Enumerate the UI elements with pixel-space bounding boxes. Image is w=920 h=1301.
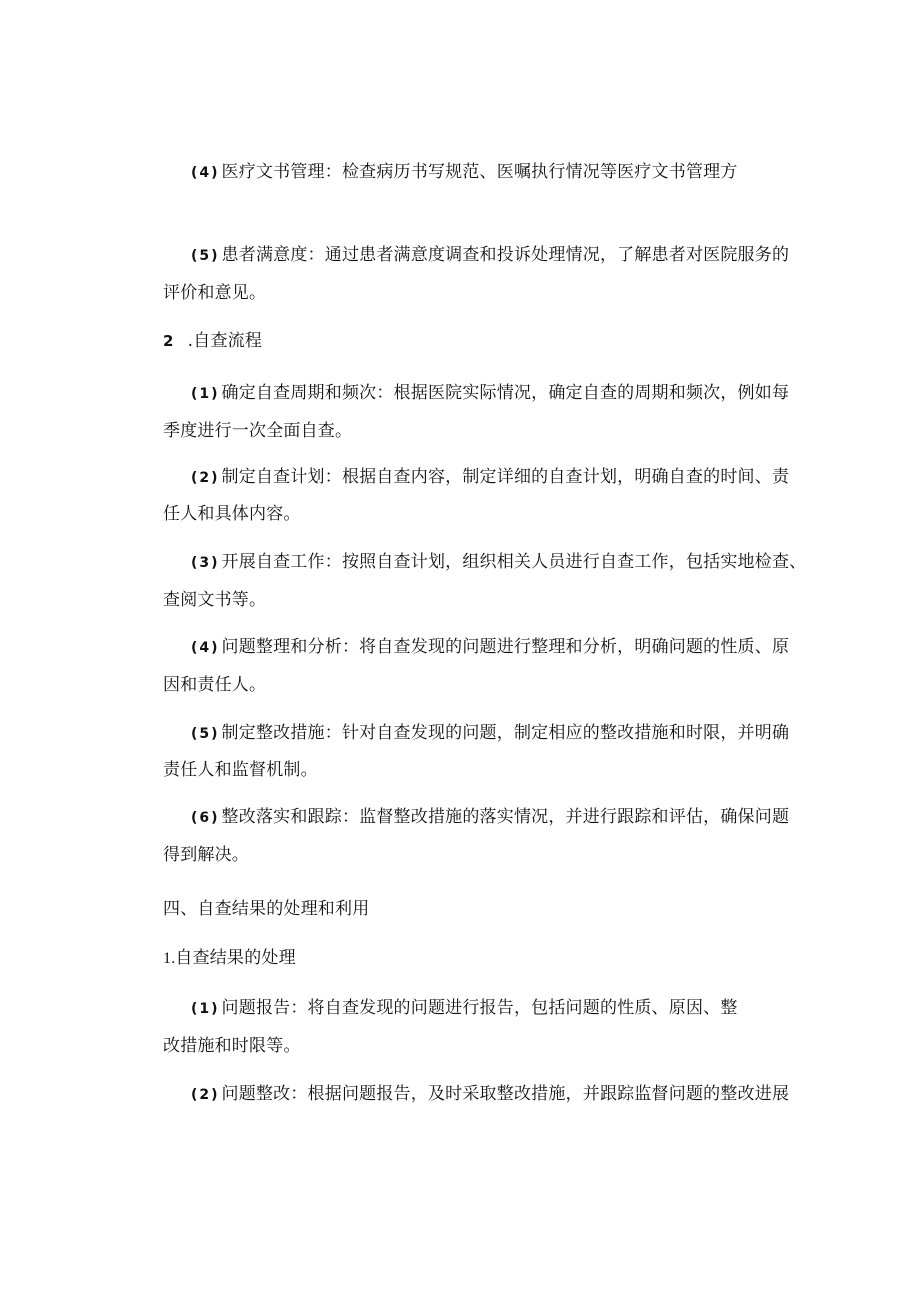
step-5-line1 <box>191 722 789 745</box>
paragraph-text: 问题整改：根据问题报告，及时采取整改措施，并跟踪监督问题的整改进展 <box>221 1084 790 1104</box>
item-number: (1) <box>191 386 220 402</box>
step-6-line2 <box>163 844 249 866</box>
section-number: 2 <box>163 332 174 350</box>
item-number: (5) <box>191 248 220 264</box>
paragraph-4-medical-documents <box>191 161 738 184</box>
paragraph-text: 任人和具体内容。 <box>163 504 301 524</box>
paragraph-text: 整改落实和跟踪：监督整改措施的落实情况，并进行跟踪和评估，确保问题 <box>221 807 790 827</box>
subsection-number: 1. <box>163 950 176 967</box>
paragraph-text: 评价和意见。 <box>163 283 267 303</box>
paragraph-text: 问题整理和分析：将自查发现的问题进行整理和分析，明确问题的性质、原 <box>221 637 790 657</box>
item-number: (2) <box>191 470 220 486</box>
chapter-heading-4 <box>163 898 369 920</box>
step-2-line1 <box>191 466 789 489</box>
item-number: (1) <box>191 1001 220 1017</box>
paragraph-text: 确定自查周期和频次：根据医院实际情况，确定自查的周期和频次，例如每 <box>221 383 790 403</box>
paragraph-text: 开展自查工作：按照自查计划，组织相关人员进行自查工作，包括实地检查、 <box>221 552 807 572</box>
section-heading-2 <box>163 330 262 352</box>
item-number: (5) <box>191 726 220 742</box>
paragraph-text: 制定整改措施：针对自查发现的问题，制定相应的整改措施和时限，并明确 <box>221 723 790 743</box>
item-number: (6) <box>191 810 220 826</box>
paragraph-text: 改措施和时限等。 <box>163 1036 301 1056</box>
item-number: (4) <box>191 165 220 181</box>
result-2-line1 <box>191 1083 789 1106</box>
step-4-line1 <box>191 636 789 659</box>
paragraph-text: 医疗文书管理：检查病历书写规范、医嘱执行情况等医疗文书管理方 <box>221 162 738 182</box>
result-1-line2 <box>163 1035 301 1057</box>
step-2-line2 <box>163 503 301 525</box>
chapter-title: 四、自查结果的处理和利用 <box>163 899 370 919</box>
subsection-heading-1 <box>163 947 296 970</box>
section-title: .自查流程 <box>187 331 263 351</box>
paragraph-text: 责任人和监督机制。 <box>163 760 318 780</box>
step-3-line1 <box>191 551 806 574</box>
step-1-line1 <box>191 382 789 405</box>
paragraph-text: 患者满意度：通过患者满意度调查和投诉处理情况，了解患者对医院服务的 <box>221 245 790 265</box>
paragraph-5-patient-satisfaction-line2 <box>163 282 266 304</box>
paragraph-text: 因和责任人。 <box>163 675 267 695</box>
step-3-line2 <box>163 589 266 611</box>
paragraph-5-patient-satisfaction-line1 <box>191 244 789 267</box>
paragraph-text: 制定自查计划：根据自查内容，制定详细的自查计划，明确自查的时间、责 <box>221 467 790 487</box>
step-5-line2 <box>163 759 318 781</box>
paragraph-text: 得到解决。 <box>163 845 249 865</box>
step-1-line2 <box>163 420 352 442</box>
item-number: (3) <box>191 555 220 571</box>
subsection-title: 自查结果的处理 <box>175 948 296 968</box>
paragraph-text: 问题报告：将自查发现的问题进行报告，包括问题的性质、原因、整 <box>221 998 738 1018</box>
paragraph-text: 查阅文书等。 <box>163 590 267 610</box>
result-1-line1 <box>191 997 738 1020</box>
step-6-line1 <box>191 806 789 829</box>
item-number: (4) <box>191 640 220 656</box>
paragraph-text: 季度进行一次全面自查。 <box>163 421 353 441</box>
item-number: (2) <box>191 1087 220 1103</box>
step-4-line2 <box>163 674 266 696</box>
